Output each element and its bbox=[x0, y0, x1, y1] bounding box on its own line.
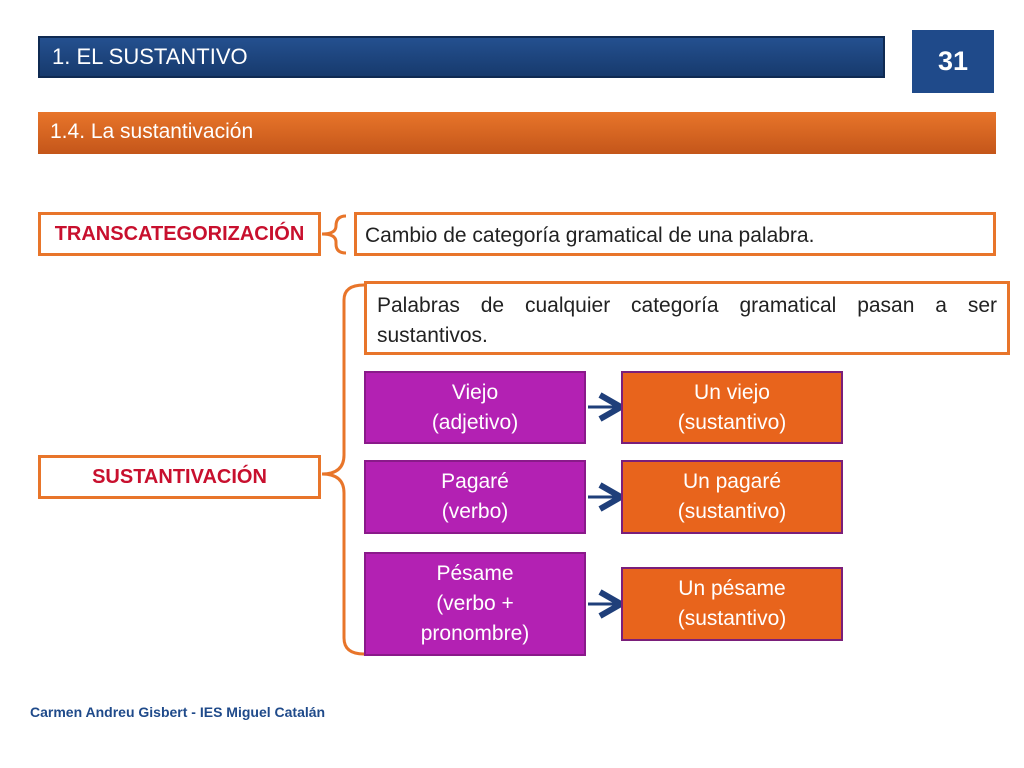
transcategorizacion-bracket bbox=[322, 216, 346, 253]
example-source-2 bbox=[364, 460, 586, 534]
example-source-2-word: Pagaré bbox=[441, 470, 509, 493]
example-target-1-word: Un viejo bbox=[694, 380, 770, 404]
example-target-3-word: Un pésame bbox=[678, 577, 786, 600]
example-source-1 bbox=[364, 371, 586, 444]
subtitle-text: 1.4. La sustantivación bbox=[50, 120, 254, 143]
example-source-3-word: Pésame bbox=[436, 562, 514, 585]
example-source-3-category: (verbo + bbox=[436, 592, 514, 615]
example-target-3-category: (sustantivo) bbox=[677, 607, 787, 630]
example-source-2-category: (verbo) bbox=[441, 500, 509, 523]
page-number: 31 bbox=[912, 30, 994, 93]
example-source-3 bbox=[364, 552, 586, 656]
example-target-3 bbox=[621, 567, 843, 641]
section-title: 1. EL SUSTANTIVO bbox=[52, 44, 248, 69]
example-source-3-category-cont: pronombre) bbox=[420, 622, 530, 645]
sustantivacion-label: SUSTANTIVACIÓN bbox=[38, 455, 321, 499]
example-source-1-word: Viejo bbox=[451, 380, 499, 404]
example-target-2-word: Un pagaré bbox=[682, 470, 782, 493]
example-target-2-category: (sustantivo) bbox=[677, 500, 787, 523]
example-target-2 bbox=[621, 460, 843, 534]
sustantivacion-definition: Palabras de cualquier categoría gramatical pasan a ser sustantivos. bbox=[364, 281, 1010, 355]
sustantivacion-bracket bbox=[322, 285, 364, 654]
example-target-1-category: (sustantivo) bbox=[677, 410, 787, 434]
example-target-1 bbox=[621, 371, 843, 444]
example-source-1-category: (adjetivo) bbox=[431, 410, 519, 434]
transcategorizacion-label: TRANSCATEGORIZACIÓN bbox=[38, 212, 321, 256]
transcategorizacion-definition: Cambio de categoría gramatical de una palabra. bbox=[354, 212, 996, 256]
footer-credit: Carmen Andreu Gisbert - IES Miguel Catalán bbox=[30, 704, 326, 720]
